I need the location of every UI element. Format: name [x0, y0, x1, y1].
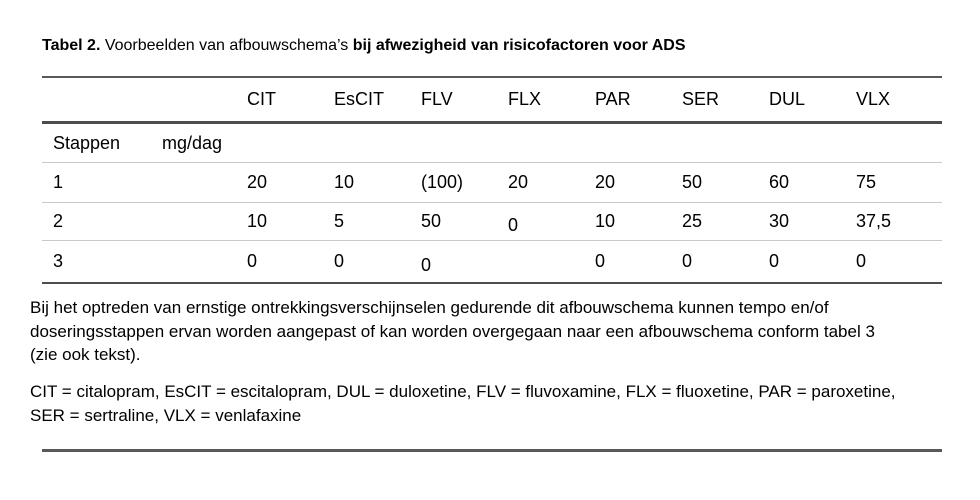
value-cell: 10 — [334, 172, 355, 192]
step-number: 2 — [53, 210, 64, 231]
value-cell: 0 — [247, 250, 258, 271]
drug-header-escit: EsCIT — [334, 89, 385, 109]
table-row-step2 — [42, 203, 942, 241]
unit-header: mg/dag — [162, 132, 223, 153]
table-title-number: Tabel 2. — [42, 37, 101, 54]
value-cell: 50 — [421, 210, 442, 231]
value-cell: 25 — [682, 210, 703, 231]
step-number: 3 — [53, 250, 64, 271]
bottom-divider — [42, 449, 942, 452]
value-cell: 0 — [421, 254, 432, 275]
value-cell: 37,5 — [856, 210, 892, 231]
value-cell: 20 — [508, 172, 529, 192]
legend-line: CIT = citalopram, EsCIT = escitalopram, DUL = duloxetine, FLV = fluvoxamine, FLX = fluoxetine, PAR = paroxetine, — [30, 382, 896, 401]
drug-header-vlx: VLX — [856, 89, 891, 109]
dose-table — [42, 76, 942, 284]
note-line: doseringsstappen ervan worden aangepast of kan worden overgegaan naar een afbouwschema conform tabel 3 — [30, 321, 875, 341]
value-cell: 60 — [769, 172, 790, 192]
table-title-middle: Voorbeelden van afbouwschema’s — [100, 37, 353, 54]
value-cell: 0 — [682, 250, 693, 271]
value-cell: 10 — [595, 210, 616, 231]
value-cell: 0 — [334, 250, 345, 271]
drug-header-cit: CIT — [247, 89, 276, 109]
drug-header-dul: DUL — [769, 89, 806, 109]
row-label-header: Stappen — [53, 132, 121, 153]
note-line: Bij het optreden van ernstige ontrekkingsverschijnselen gedurende dit afbouwschema kunnen tempo en/of — [30, 298, 829, 317]
note-paragraph — [30, 296, 875, 367]
value-cell: 20 — [595, 172, 616, 192]
value-cell: 0 — [856, 250, 867, 271]
table-title-emphasis: bij afwezigheid van risicofactoren voor ADS — [352, 37, 686, 54]
value-cell: 10 — [247, 210, 268, 231]
table-row-step3 — [42, 241, 942, 284]
value-cell: (100) — [421, 172, 464, 192]
drug-header-flv: FLV — [421, 89, 453, 109]
drug-header-row — [42, 78, 942, 124]
value-cell: 0 — [508, 214, 519, 235]
drug-header-ser: SER — [682, 89, 720, 109]
value-cell: 75 — [856, 172, 877, 192]
note-line: (zie ook tekst). — [30, 345, 141, 364]
value-cell: 0 — [595, 250, 606, 271]
subheader-row — [42, 124, 942, 163]
legend-line: SER = sertraline, VLX = venlafaxine — [30, 405, 302, 425]
value-cell: 20 — [247, 172, 268, 192]
value-cell: 5 — [334, 210, 345, 231]
abbreviation-legend — [30, 380, 896, 427]
value-cell: 50 — [682, 172, 703, 192]
value-cell: 30 — [769, 210, 790, 231]
drug-header-flx: FLX — [508, 89, 542, 109]
table-row-step1 — [42, 163, 942, 203]
table-title — [42, 36, 686, 56]
value-cell: 0 — [769, 250, 780, 271]
drug-header-par: PAR — [595, 89, 631, 109]
step-number: 1 — [53, 172, 64, 192]
